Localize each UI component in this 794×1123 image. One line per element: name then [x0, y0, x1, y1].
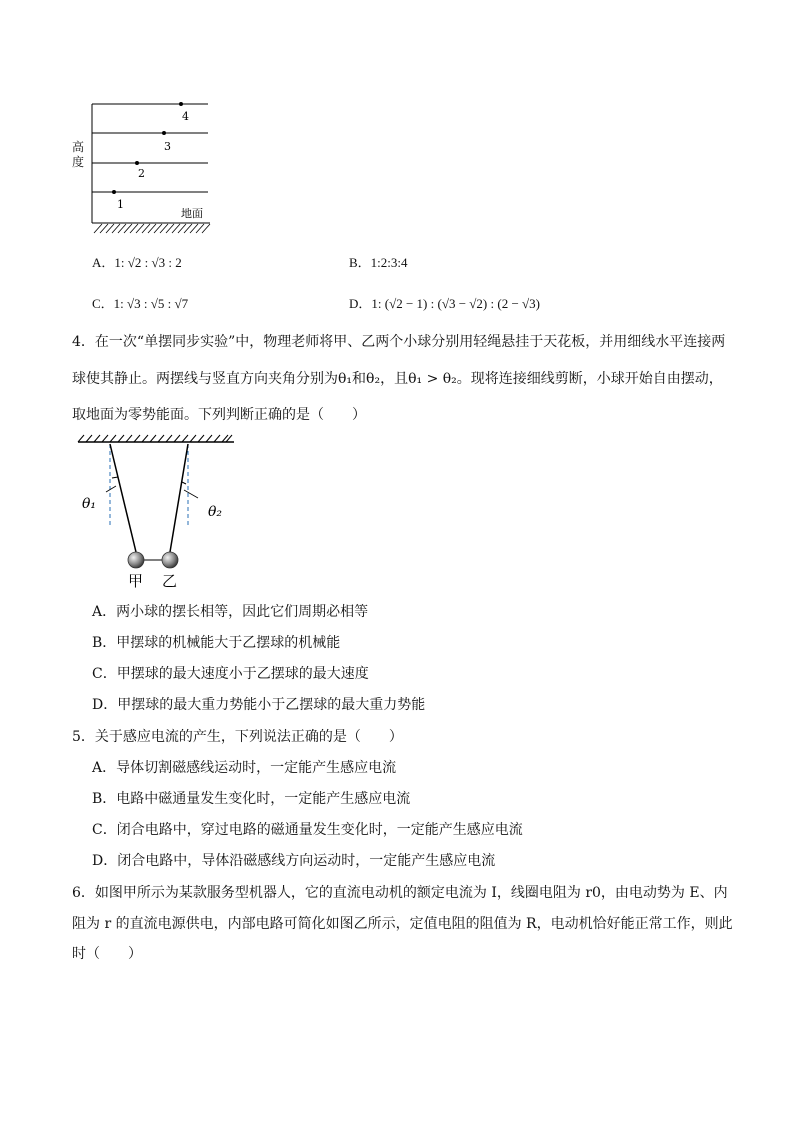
point-2: [135, 161, 139, 165]
theta1-label: θ₁: [82, 496, 97, 512]
point-label-3: 3: [164, 140, 171, 153]
height-axis-label: 高度: [72, 140, 85, 169]
q5-option-c: C．闭合电路中，穿过电路的磁通量发生变化时，一定能产生感应电流: [92, 822, 523, 838]
string-yi: [170, 444, 188, 552]
point-4: [179, 102, 183, 106]
point-label-4: 4: [182, 110, 189, 123]
q3-option-c: C．1: √3 : √5 : √7: [92, 296, 189, 311]
ball-yi: [162, 552, 178, 568]
q4-stem-line-2: 球使其静止。两摆线与竖直方向夹角分别为θ₁和θ₂，且θ₁ > θ₂。现将连接细线剪断，小球开始自由摆动，: [72, 371, 723, 387]
q5-option-d: D．闭合电路中，导体沿磁感线方向运动时，一定能产生感应电流: [92, 853, 496, 869]
point-1: [112, 190, 116, 194]
height-diagram: [68, 96, 218, 238]
ground-label: 地面: [181, 207, 203, 220]
point-label-2: 2: [138, 167, 145, 180]
point-3: [162, 131, 166, 135]
q6-stem-line-3: 时（ ）: [72, 946, 142, 962]
q6-stem-line-1: 6．如图甲所示为某款服务型机器人，它的直流电动机的额定电流为 I，线圈电阻为 r0，由电动势为 E、内: [72, 885, 728, 901]
q4-stem-line-3: 取地面为零势能面。下列判断正确的是（ ）: [72, 407, 366, 423]
q4-option-a: A．两小球的摆长相等，因此它们周期必相等: [92, 604, 369, 620]
q4-option-b: B．甲摆球的机械能大于乙摆球的机械能: [92, 635, 341, 651]
q3-option-d: D．1: (√2 − 1) : (√3 − √2) : (2 − √3): [349, 296, 540, 311]
q4-option-d: D．甲摆球的最大重力势能小于乙摆球的最大重力势能: [92, 697, 426, 713]
q5-option-b: B．电路中磁通量发生变化时，一定能产生感应电流: [92, 791, 411, 807]
pendulum-figure: [72, 432, 238, 590]
q4-stem-line-1: 4．在一次“单摆同步实验”中，物理老师将甲、乙两个小球分别用轻绳悬挂于天花板，并用细线水平连接两: [72, 334, 726, 350]
point-label-1: 1: [117, 198, 124, 211]
q4-option-c: C．甲摆球的最大速度小于乙摆球的最大速度: [92, 666, 369, 682]
string-jia: [110, 444, 136, 552]
q6-stem-line-2: 阻为 r 的直流电源供电，内部电路可简化如图乙所示，定值电阻的阻值为 R，电动机恰好能正常工作，则此: [72, 916, 733, 932]
q5-option-a: A．导体切割磁感线运动时，一定能产生感应电流: [92, 760, 397, 776]
q5-stem: 5．关于感应电流的产生，下列说法正确的是（ ）: [72, 729, 403, 745]
ball-yi-label: 乙: [162, 572, 178, 590]
q3-option-b: B．1:2:3:4: [349, 255, 408, 270]
ball-jia-label: 甲: [128, 572, 144, 590]
ball-jia: [128, 552, 144, 568]
theta2-label: θ₂: [208, 504, 223, 520]
q3-option-a: A．1: √2 : √3 : 2: [92, 255, 182, 270]
